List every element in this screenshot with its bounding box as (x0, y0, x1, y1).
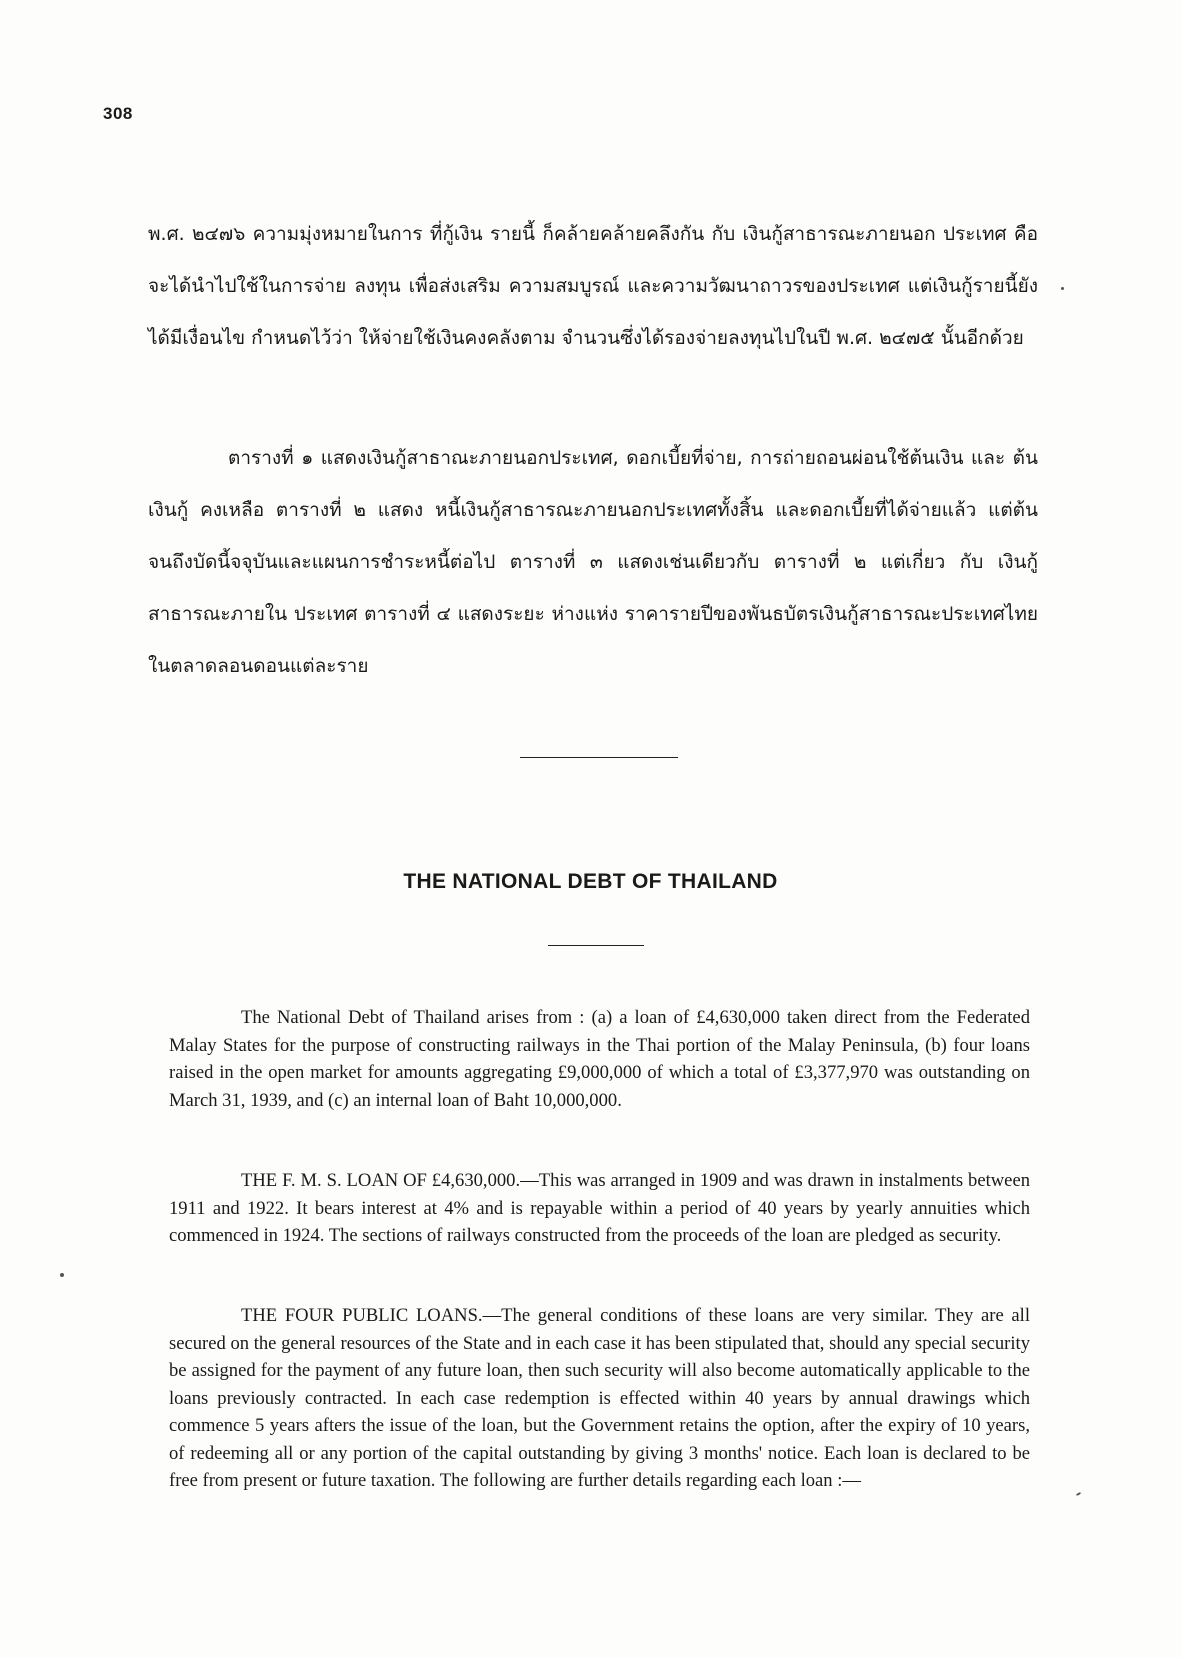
english-paragraph-intro: The National Debt of Thailand arises from : (a) a loan of £4,630,000 taken direct from the Federated Malay States for the purpose of constructing railways in the Thai portion of the Malay Peninsula, (b) four loans raised in the open market for amounts aggregating £9,000,000 of which a total of £3,377,970 was outstanding on March 31, 1939, and (c) an internal loan of Baht 10,000,000. (169, 1007, 1030, 1111)
english-paragraph-fms-loan: THE F. M. S. LOAN OF £4,630,000.—This was arranged in 1909 and was drawn in instalments between 1911 and 1922. It bears interest at 4% and is repayable within a period of 40 years by yearly annuities which commenced in 1924. The sections of railways constructed from the proceeds of the loan are pledged as security. (169, 1170, 1030, 1246)
section-title: THE NATIONAL DEBT OF THAILAND (403, 870, 778, 893)
section-divider-rule (520, 757, 678, 758)
thai-paragraph-2: ตารางที่ ๑ แสดงเงินกู้สาธาณะภายนอกประเทศ, ดอกเบี้ยที่จ่าย, การถ่ายถอนผ่อนใช้ต้นเงิน และ ต้นเงินกู้ คงเหลือ ตารางที่ ๒ แสดง หนี้เงินกู้สาธารณะภายนอกประเทศทั้งสิ้น และดอกเบี้ยที่ได้จ่ายแล้ว แต่ต้นจนถึงบัดนี้จจุบันและแผนการชำระหนี้ต่อไป ตารางที่ ๓ แสดงเช่นเดียวกับ ตารางที่ ๒ แต่เกี่ยว กับ เงินกู้สาธารณะภายใน ประเทศ ตารางที่ ๔ แสดงระยะ ห่างแห่ง ราคารายปีของพันธบัตรเงินกู้สาธารณะประเทศไทยในตลาดลอนดอนแต่ละราย (148, 447, 1038, 677)
title-underline-rule (548, 945, 644, 946)
scan-speck (60, 1273, 64, 1277)
english-paragraph-public-loans: THE FOUR PUBLIC LOANS.—The general conditions of these loans are very similar. They are all secured on the general resources of the State and in each case it has been stipulated that, should any special security be assigned for the payment of any future loan, then such security will also become automatically applicable to the loans previously contracted. In each case redemption is effected within 40 years by annual drawings which commence 5 years afters the issue of the loan, but the Government retains the option, after the expiry of 10 years, of redeeming all or any portion of the capital outstanding by giving 3 months' notice. Each loan is declared to be free from present or future taxation. The following are further details regarding each loan :— (169, 1305, 1030, 1491)
scan-speck (1076, 1492, 1081, 1496)
page-number: 308 (103, 104, 133, 123)
thai-paragraph-1: พ.ศ. ๒๔๗๖ ความมุ่งหมายในการ ที่กู้เงิน รายนี้ ก็คล้ายคล้ายคลึงกัน กับ เงินกู้สาธารณะภายนอก ประเทศ คือ จะได้นำไปใช้ในการจ่าย ลงทุน เพื่อส่งเสริม ความสมบูรณ์ และความวัฒนาถาวรของประเทศ แต่เงินกู้รายนี้ยังได้มีเงื่อนไข กำหนดไว้ว่า ให้จ่ายใช้เงินคงคลังตาม จำนวนซึ่งได้รองจ่ายลงทุนไปในปี พ.ศ. ๒๔๗๕ นั้นอีกด้วย (148, 223, 1039, 349)
scan-speck (1061, 287, 1064, 290)
